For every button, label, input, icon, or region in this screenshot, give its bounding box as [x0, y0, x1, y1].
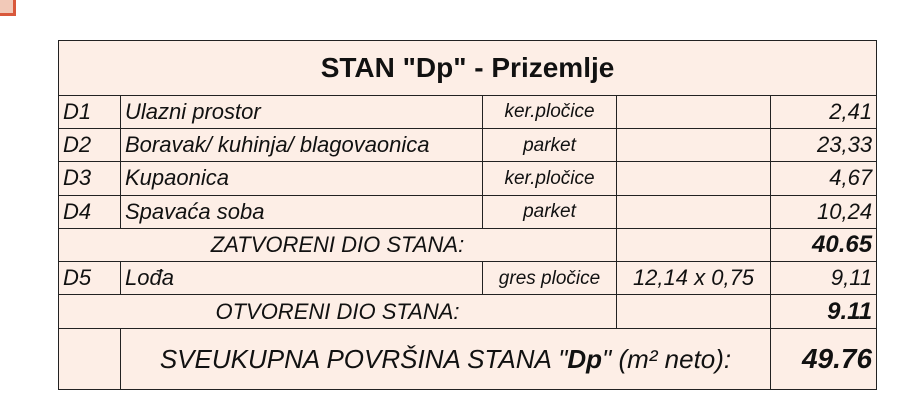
room-dims — [617, 129, 771, 162]
room-dims — [617, 162, 771, 195]
room-area: 4,67 — [771, 162, 877, 195]
room-code: D5 — [59, 262, 121, 295]
grand-total-label-pre: SVEUKUPNA POVRŠINA STANA " — [159, 343, 568, 374]
room-floor: gres pločice — [483, 262, 617, 295]
room-dims: 12,14 x 0,75 — [617, 262, 771, 295]
table-title: STAN "Dp" - Prizemlje — [59, 41, 877, 96]
room-name: Spavaća soba — [121, 195, 483, 228]
table-row — [59, 162, 877, 195]
table-row — [59, 95, 877, 128]
table-row — [59, 262, 877, 295]
closed-subtotal-label: ZATVORENI DIO STANA: — [59, 228, 617, 261]
room-name: Kupaonica — [121, 162, 483, 195]
room-name: Lođa — [121, 262, 483, 295]
room-area: 2,41 — [771, 95, 877, 128]
grand-total-label-post: " (m² neto): — [602, 343, 732, 374]
room-area: 10,24 — [771, 195, 877, 228]
empty-cell — [59, 328, 121, 389]
room-name: Boravak/ kuhinja/ blagovaonica — [121, 129, 483, 162]
room-floor: parket — [483, 195, 617, 228]
empty-cell — [617, 295, 771, 328]
room-floor: parket — [483, 129, 617, 162]
open-subtotal-row — [59, 295, 877, 328]
table-row — [59, 195, 877, 228]
room-dims — [617, 95, 771, 128]
area-table — [58, 40, 877, 390]
room-floor: ker.pločice — [483, 95, 617, 128]
grand-total-label-apartment: Dp — [567, 343, 603, 374]
closed-subtotal-row — [59, 228, 877, 261]
room-name: Ulazni prostor — [121, 95, 483, 128]
room-code: D4 — [59, 195, 121, 228]
room-dims — [617, 195, 771, 228]
room-area: 23,33 — [771, 129, 877, 162]
table-row — [59, 129, 877, 162]
grand-total-row — [59, 328, 877, 389]
room-code: D1 — [59, 95, 121, 128]
grand-total-value: 49.76 — [771, 328, 877, 389]
grand-total-label — [121, 328, 771, 389]
corner-marker-icon — [0, 0, 16, 16]
open-subtotal-value: 9.11 — [771, 295, 877, 328]
room-code: D3 — [59, 162, 121, 195]
room-floor: ker.pločice — [483, 162, 617, 195]
closed-subtotal-value: 40.65 — [771, 228, 877, 261]
room-area: 9,11 — [771, 262, 877, 295]
empty-cell — [617, 228, 771, 261]
open-subtotal-label: OTVORENI DIO STANA: — [59, 295, 617, 328]
room-code: D2 — [59, 129, 121, 162]
